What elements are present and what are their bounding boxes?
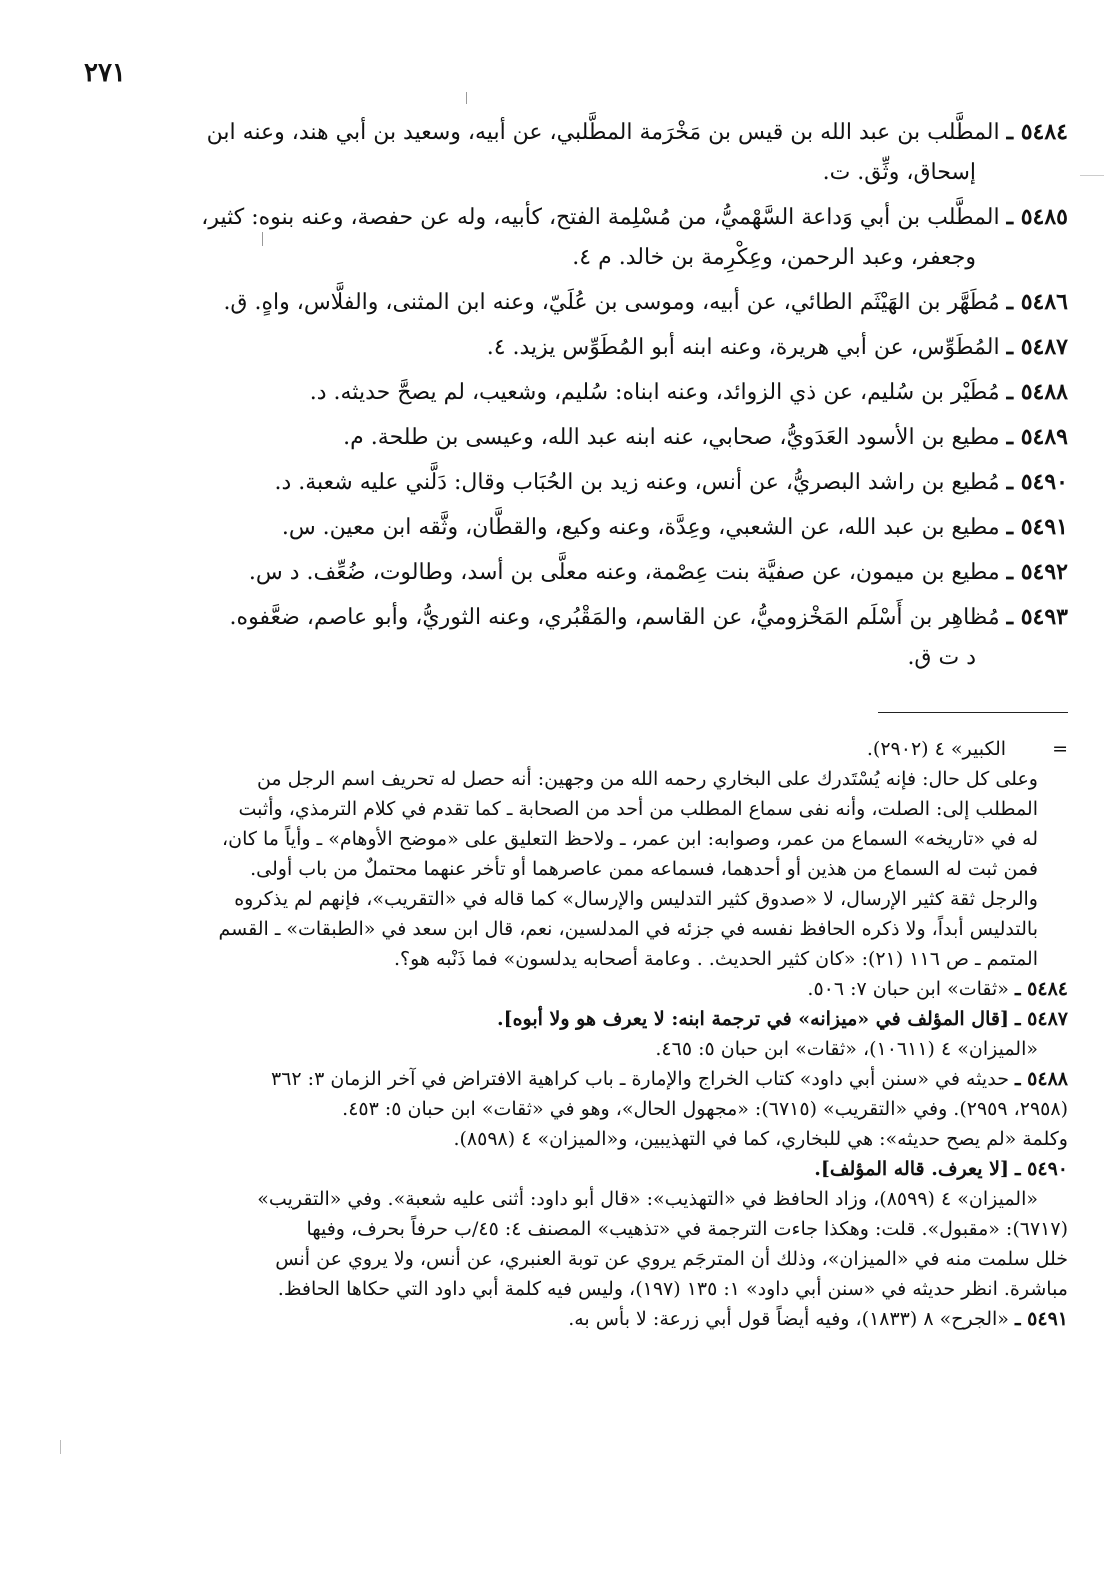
entry-number: ٥٤٩٣ ـ [1006,604,1068,630]
entry-number: ٥٤٨٤ ـ [1006,119,1068,145]
scan-mark [466,92,467,104]
entry-continuation: إسحاق، وثِّق. ت. [822,160,976,185]
note-line: له في «تاريخه» السماع من عمر، وصوابه: ابن عمر، ـ ولاحظ التعليق على «موضح الأوهام» ـ وأياً ما كان، [222,828,1038,850]
note-line: خلل سلمت منه في «الميزان»، وذلك أن المترجَم يروي عن توبة العنبري، عن أنس، ولا يروي عن أنس [275,1248,1068,1270]
note-author-quote: [لا يعرف. قاله المؤلف]. [814,1158,1009,1180]
note-text: «الجرح» ٨ (١٨٣٣)، وفيه أيضاً قول أبي زرعة: لا بأس به. [568,1308,1009,1330]
note-line: المطلب إلى: الصلت، وأنه نفى سماع المطلب من أحد من الصحابة ـ كما تقدم في كلام الترمذي، وأثبت [238,798,1038,820]
entry-text: مُطيع بن راشد البصريُّ، عن أنس، وعنه زيد بن الحُبَاب وقال: دَلَّني عليه شعبة. د. [274,470,1000,495]
entry-5489 [88,417,1068,458]
note-line: والرجل ثقة كثير الإرسال، لا «صدوق كثير التدليس والإرسال» كما قاله في «التقريب»، فإنهم لم يذكروه [234,888,1038,910]
note-line: فمن ثبت له السماع من هذين أو أحدهما، فسماعه ممن عاصرهما أو تأخر عنهما محتملٌ من باب أولى. [250,858,1038,880]
scan-mark [60,1440,61,1454]
note-paragraph-1 [68,764,1068,884]
entry-number: ٥٤٨٧ ـ [1006,334,1068,360]
entry-5487 [88,327,1068,368]
note-number: ٥٤٩٠ ـ [1014,1158,1068,1180]
note-line: «الميزان» ٤ (٨٥٩٩)، وزاد الحافظ في «التهذيب»: «قال أبو داود: أثنى عليه شعبة». وفي «التقريب» [257,1188,1038,1210]
note-continued [68,734,1068,764]
entry-5486 [88,282,1068,323]
note-5487 [68,1004,1068,1064]
continuation-mark: = [1052,738,1068,760]
entry-number: ٥٤٨٨ ـ [1006,379,1068,405]
note-line: بالتدليس أبداً، ولا ذكره الحافظ نفسه في جزئه في المدلسين، نعم، قال ابن سعد في «الطبقات» ـ القسم [218,918,1038,940]
note-text: الكبير» ٤ (٢٩٠٢). [866,738,1007,760]
entry-number: ٥٤٩٢ ـ [1006,559,1068,585]
scan-mark [262,232,263,246]
note-line: حديثه في «سنن أبي داود» كتاب الخراج والإمارة ـ باب كراهية الافتراض في آخر الزمان ٣: ٣٦٢ [271,1068,1009,1090]
entry-5492 [88,552,1068,593]
entry-5485 [88,197,1068,278]
entry-text: المطَّلب بن عبد الله بن قيس بن مَخْرَمة المطَّلبي، عن أبيه، وسعيد بن أبي هند، وعنه ابن [206,120,1000,145]
entry-text: مُظاهِر بن أَسْلَم المَخْزوميُّ، عن القاسم، والمَقْبُري، وعنه الثوريُّ، وأبو عاصم، ضعَّفوه. [229,605,1000,630]
entry-5493 [88,597,1068,678]
note-line: المتمم ـ ص ١١٦ (٢١): «كان كثير الحديث. . وعامة أصحابه يدلسون» فما ذَنْبه هو؟. [393,948,1038,970]
note-line: وكلمة «لم يصح حديثه»: هي للبخاري، كما في التهذيبين، و«الميزان» ٤ (٨٥٩٨). [453,1128,1068,1150]
main-entries [88,112,1068,682]
note-number: ٥٤٩١ ـ [1014,1308,1068,1330]
note-line: مباشرة. انظر حديثه في «سنن أبي داود» ١: ١٣٥ (١٩٧)، وليس فيه كلمة أبي داود التي حكاها الحافظ. [277,1278,1068,1300]
entry-number: ٥٤٩٠ ـ [1006,469,1068,495]
note-text: «ثقات» ابن حبان ٧: ٥٠٦. [807,978,1009,1000]
note-line: (٢٩٥٨، ٢٩٥٩). وفي «التقريب» (٦٧١٥): «مجهول الحال»، وهو في «ثقات» ابن حبان ٥: ٤٥٣. [342,1098,1068,1120]
note-line: (٦٧١٧): «مقبول». قلت: وهكذا جاءت الترجمة في «تذهيب» المصنف ٤: ٤٥/ب حرفاً بحرف، وفيها [306,1218,1068,1240]
note-number: ٥٤٨٤ ـ [1014,978,1068,1000]
note-text: «الميزان» ٤ (١٠٦١١)، «ثقات» ابن حبان ٥: ٤٦٥. [655,1038,1038,1060]
entry-number: ٥٤٨٩ ـ [1006,424,1068,450]
entry-5490 [88,462,1068,503]
note-number: ٥٤٨٧ ـ [1014,1008,1068,1030]
entry-number: ٥٤٨٥ ـ [1006,204,1068,230]
entry-text: مُطَهَّر بن الهَيْثَم الطائي، عن أبيه، وموسى بن عُلَيّ، وعنه ابن المثنى، والفلَّاس، واهٍ. ق. [223,290,1000,315]
entry-number: ٥٤٩١ ـ [1006,514,1068,540]
entry-5488 [88,372,1068,413]
entry-number: ٥٤٨٦ ـ [1006,289,1068,315]
page-number: ٢٧١ [84,58,126,88]
entry-5491 [88,507,1068,548]
scan-mark [1080,175,1104,176]
entry-text: مطيع بن عبد الله، عن الشعبي، وعِدَّة، وعنه وكيع، والقطَّان، وثَّقه ابن معين. س. [281,515,1000,540]
footnote-separator [878,712,1068,713]
entry-text: المطَّلب بن أبي وَداعة السَّهْميُّ، من مُسْلِمة الفتح، كأبيه، وله عن حفصة، وعنه بنوه: كثير، [201,205,1000,230]
note-number: ٥٤٨٨ ـ [1014,1068,1068,1090]
entry-text: مُطَيْر بن سُليم، عن ذي الزوائد، وعنه ابناه: سُليم، وشعيب، لم يصحَّ حديثه. د. [309,380,1000,405]
note-5490 [68,1154,1068,1304]
entry-continuation: د ت ق. [907,645,976,670]
footnotes [68,734,1068,1334]
note-5488 [68,1064,1068,1154]
note-author-quote: [قال المؤلف في «ميزانه» في ترجمة ابنه: لا يعرف هو ولا أبوه]. [497,1008,1009,1030]
entry-5484 [88,112,1068,193]
note-5484 [68,974,1068,1004]
entry-continuation: وجعفر، وعبد الرحمن، وعِكْرِمة بن خالد. م ٤. [572,245,976,270]
entry-text: المُطَوِّس، عن أبي هريرة، وعنه ابنه أبو المُطَوِّس يزيد. ٤. [486,335,1000,360]
note-line: وعلى كل حال: فإنه يُسْتَدرك على البخاري رحمه الله من وجهين: أنه حصل له تحريف اسم الرجل من [256,768,1038,790]
entry-text: مطيع بن الأسود العَدَويُّ، صحابي، عنه ابنه عبد الله، وعيسى بن طلحة. م. [343,425,1000,450]
entry-text: مطيع بن ميمون، عن صفيَّة بنت عِصْمة، وعنه معلَّى بن أسد، وطالوت، ضُعِّف. د س. [248,560,1000,585]
note-5491 [68,1304,1068,1334]
note-paragraph-2 [68,884,1068,974]
